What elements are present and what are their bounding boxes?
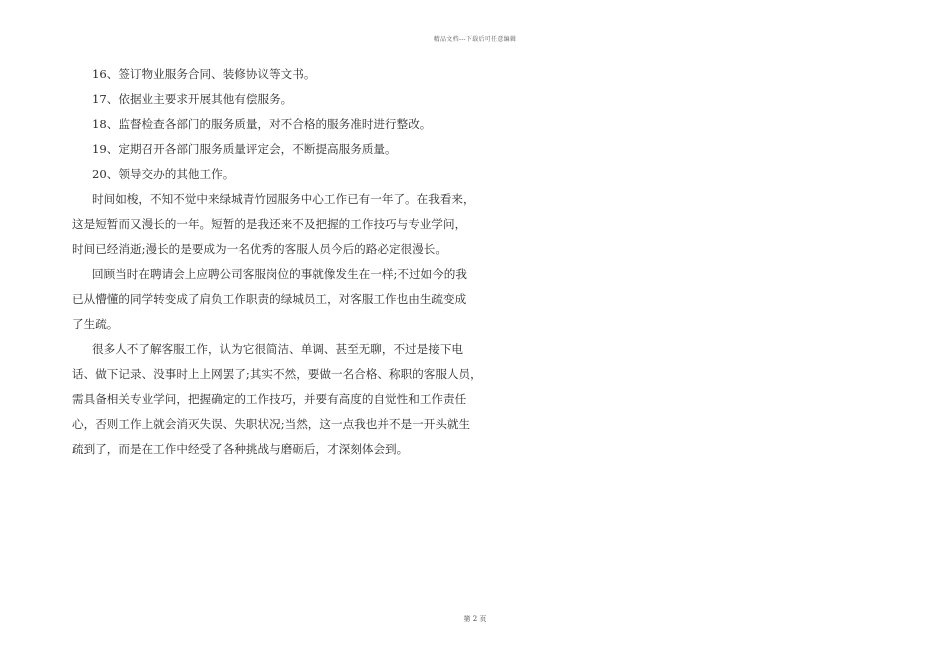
paragraph-1-line-2: 这是短暂而又漫长的一年。短暂的是我还来不及把握的工作技巧与专业学问，: [72, 217, 467, 231]
list-item-20: 20、领导交办的其他工作。: [92, 167, 235, 181]
page-number: 第 2 页: [463, 615, 487, 623]
list-item-17: 17、依据业主要求开展其他有偿服务。: [92, 92, 293, 106]
document-body: [72, 62, 482, 462]
paragraph-1-line-1: 时间如梭，不知不觉中来绿城青竹园服务中心工作已有一年了。在我看来，: [92, 192, 475, 206]
list-item-18: 18、监督检查各部门的服务质量，对不合格的服务准时进行整改。: [92, 117, 432, 131]
paragraph-3-line-1: 很多人不了解客服工作，认为它很简洁、单调、甚至无聊，不过是接下电: [92, 342, 464, 356]
paragraph-2-line-2: 已从懵懂的同学转变成了肩负工作职责的绿城员工，对客服工作也由生疏变成: [72, 292, 467, 306]
list-item-19: 19、定期召开各部门服务质量评定会，不断提高服务质量。: [92, 142, 397, 156]
paragraph-3-line-5: 疏到了，而是在工作中经受了各种挑战与磨砺后，才深刻体会到。: [72, 442, 409, 456]
page-header: 精品文档---下载后可任意编辑: [433, 36, 517, 43]
paragraph-2-line-1: 回顾当时在聘请会上应聘公司客服岗位的事就像发生在一样;不过如今的我: [92, 267, 467, 281]
list-item-16: 16、签订物业服务合同、装修协议等文书。: [92, 67, 316, 81]
paragraph-3-line-4: 心，否则工作上就会消灭失误、失职状况;当然，这一点我也并不是一开头就生: [72, 417, 471, 431]
paragraph-2-line-3: 了生疏。: [72, 317, 119, 331]
paragraph-3-line-3: 需具备相关专业学问，把握确定的工作技巧，并要有高度的自觉性和工作责任: [72, 392, 467, 406]
paragraph-1-line-3: 时间已经消逝;漫长的是要成为一名优秀的客服人员今后的路必定很漫长。: [72, 242, 447, 256]
paragraph-3-line-2: 话、做下记录、没事时上上网罢了;其实不然，要做一名合格、称职的客服人员，: [72, 367, 482, 381]
